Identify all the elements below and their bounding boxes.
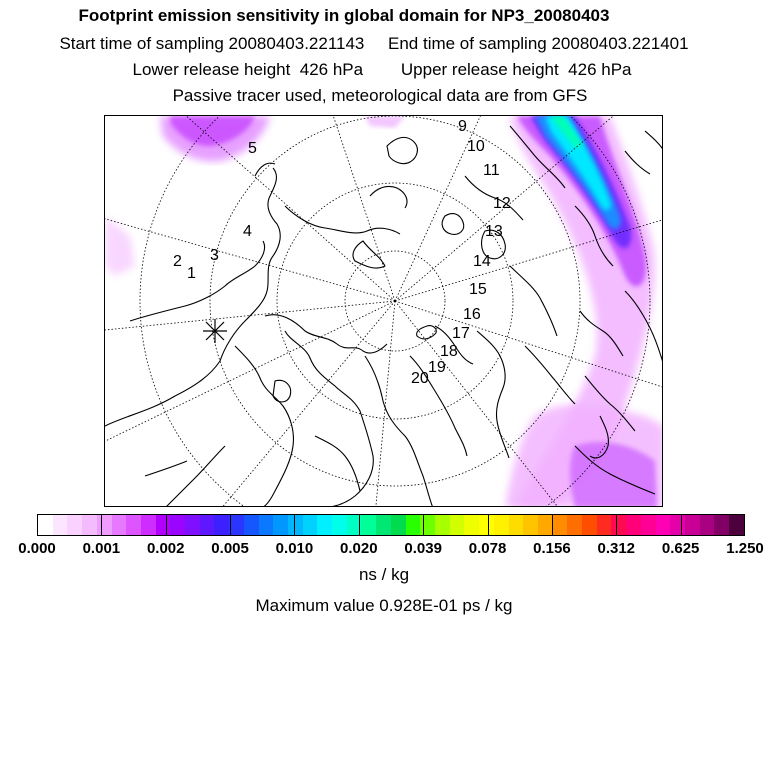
trajectory-day-label: 19 <box>428 359 446 376</box>
colorbar-tick <box>359 514 360 536</box>
trajectory-day-label: 13 <box>485 223 503 240</box>
colorbar-segment <box>729 515 744 535</box>
colorbar-segment <box>82 515 97 535</box>
trajectory-day-label: 12 <box>493 195 511 212</box>
colorbar-tick <box>294 514 295 536</box>
colorbar-segment <box>494 515 509 535</box>
colorbar-tick <box>552 514 553 536</box>
trajectory-day-label: 9 <box>458 118 467 135</box>
colorbar-segment <box>317 515 332 535</box>
colorbar-tick <box>616 514 617 536</box>
colorbar-segment <box>38 515 53 535</box>
trajectory-day-label: 1 <box>187 265 196 282</box>
colorbar <box>37 514 745 536</box>
colorbar-segment <box>567 515 582 535</box>
colorbar-segment <box>582 515 597 535</box>
colorbar-unit: ns / kg <box>358 565 410 584</box>
colorbar-segment <box>200 515 215 535</box>
colorbar-segment <box>273 515 288 535</box>
colorbar-tick <box>488 514 489 536</box>
trajectory-day-label: 17 <box>452 325 470 342</box>
colorbar-segment <box>170 515 185 535</box>
plot-title: Footprint emission sensitivity in global domain for NP3_20080403 <box>78 6 610 25</box>
colorbar-tick-label: 0.010 <box>275 540 314 557</box>
colorbar-segment <box>626 515 641 535</box>
colorbar-tick-label: 0.156 <box>533 540 571 557</box>
colorbar-tick <box>230 514 231 536</box>
map-canvas <box>105 116 663 507</box>
colorbar-segment <box>67 515 82 535</box>
colorbar-segment <box>553 515 568 535</box>
trajectory-day-label: 2 <box>173 253 182 270</box>
star-icon <box>203 319 227 343</box>
colorbar-segment <box>244 515 259 535</box>
colorbar-segment <box>406 515 421 535</box>
colorbar-segment <box>450 515 465 535</box>
colorbar-segment <box>214 515 229 535</box>
colorbar-segment <box>97 515 112 535</box>
trajectory-day-label: 16 <box>463 306 481 323</box>
colorbar-segment <box>685 515 700 535</box>
colorbar-tick-label: 0.001 <box>82 540 121 557</box>
colorbar-segment <box>376 515 391 535</box>
colorbar-tick <box>681 514 682 536</box>
colorbar-segment <box>229 515 244 535</box>
maximum-value-note: Maximum value 0.928E-01 ps / kg <box>255 596 513 615</box>
trajectory-day-label: 3 <box>210 247 219 264</box>
colorbar-tick-label: 0.039 <box>404 540 442 557</box>
colorbar-segment <box>361 515 376 535</box>
colorbar-segment <box>641 515 656 535</box>
trajectory-day-label: 14 <box>473 253 491 270</box>
colorbar-segment <box>112 515 127 535</box>
colorbar-tick-label: 0.625 <box>661 540 700 557</box>
colorbar-tick <box>101 514 102 536</box>
trajectory-day-label: 20 <box>411 370 429 387</box>
colorbar-segment <box>538 515 553 535</box>
colorbar-tick-label: 0.000 <box>18 540 56 557</box>
trajectory-day-label: 15 <box>469 281 487 298</box>
colorbar-segment <box>714 515 729 535</box>
colorbar-segment <box>185 515 200 535</box>
colorbar-tick <box>166 514 167 536</box>
polar-map <box>104 115 663 507</box>
colorbar-segment <box>597 515 612 535</box>
trajectory-day-label: 5 <box>248 140 257 157</box>
colorbar-segment <box>509 515 524 535</box>
colorbar-tick-label: 0.312 <box>597 540 636 557</box>
colorbar-segment <box>156 515 171 535</box>
trajectory-day-label: 10 <box>467 138 485 155</box>
trajectory-day-label: 18 <box>440 343 458 360</box>
tracer-info-line: Passive tracer used, meteorological data are from GFS <box>172 86 588 105</box>
colorbar-segment <box>479 515 494 535</box>
colorbar-segment <box>700 515 715 535</box>
colorbar-segment <box>391 515 406 535</box>
colorbar-segment <box>435 515 450 535</box>
colorbar-tick-label: 1.250 <box>726 540 764 557</box>
colorbar-tick-label: 0.002 <box>146 540 185 557</box>
sensitivity-plume <box>105 116 663 507</box>
colorbar-segment <box>523 515 538 535</box>
colorbar-segment <box>141 515 156 535</box>
colorbar-segment <box>670 515 685 535</box>
colorbar-segment <box>53 515 68 535</box>
trajectory-day-label: 11 <box>483 162 500 179</box>
release-height-line: Lower release height 426 hPa Upper release height 426 hPa <box>132 60 632 79</box>
colorbar-segment <box>126 515 141 535</box>
colorbar-segment <box>259 515 274 535</box>
colorbar-segment <box>611 515 626 535</box>
colorbar-tick-label: 0.005 <box>211 540 249 557</box>
colorbar-segment <box>303 515 318 535</box>
colorbar-segment <box>656 515 671 535</box>
colorbar-tick-label: 0.020 <box>340 540 378 557</box>
colorbar-segment <box>464 515 479 535</box>
colorbar-segment <box>332 515 347 535</box>
trajectory-day-label: 4 <box>243 223 252 240</box>
colorbar-tick-label: 0.078 <box>468 540 507 557</box>
colorbar-tick <box>423 514 424 536</box>
sampling-time-line: Start time of sampling 20080403.221143 End time of sampling 20080403.221401 <box>59 34 689 53</box>
